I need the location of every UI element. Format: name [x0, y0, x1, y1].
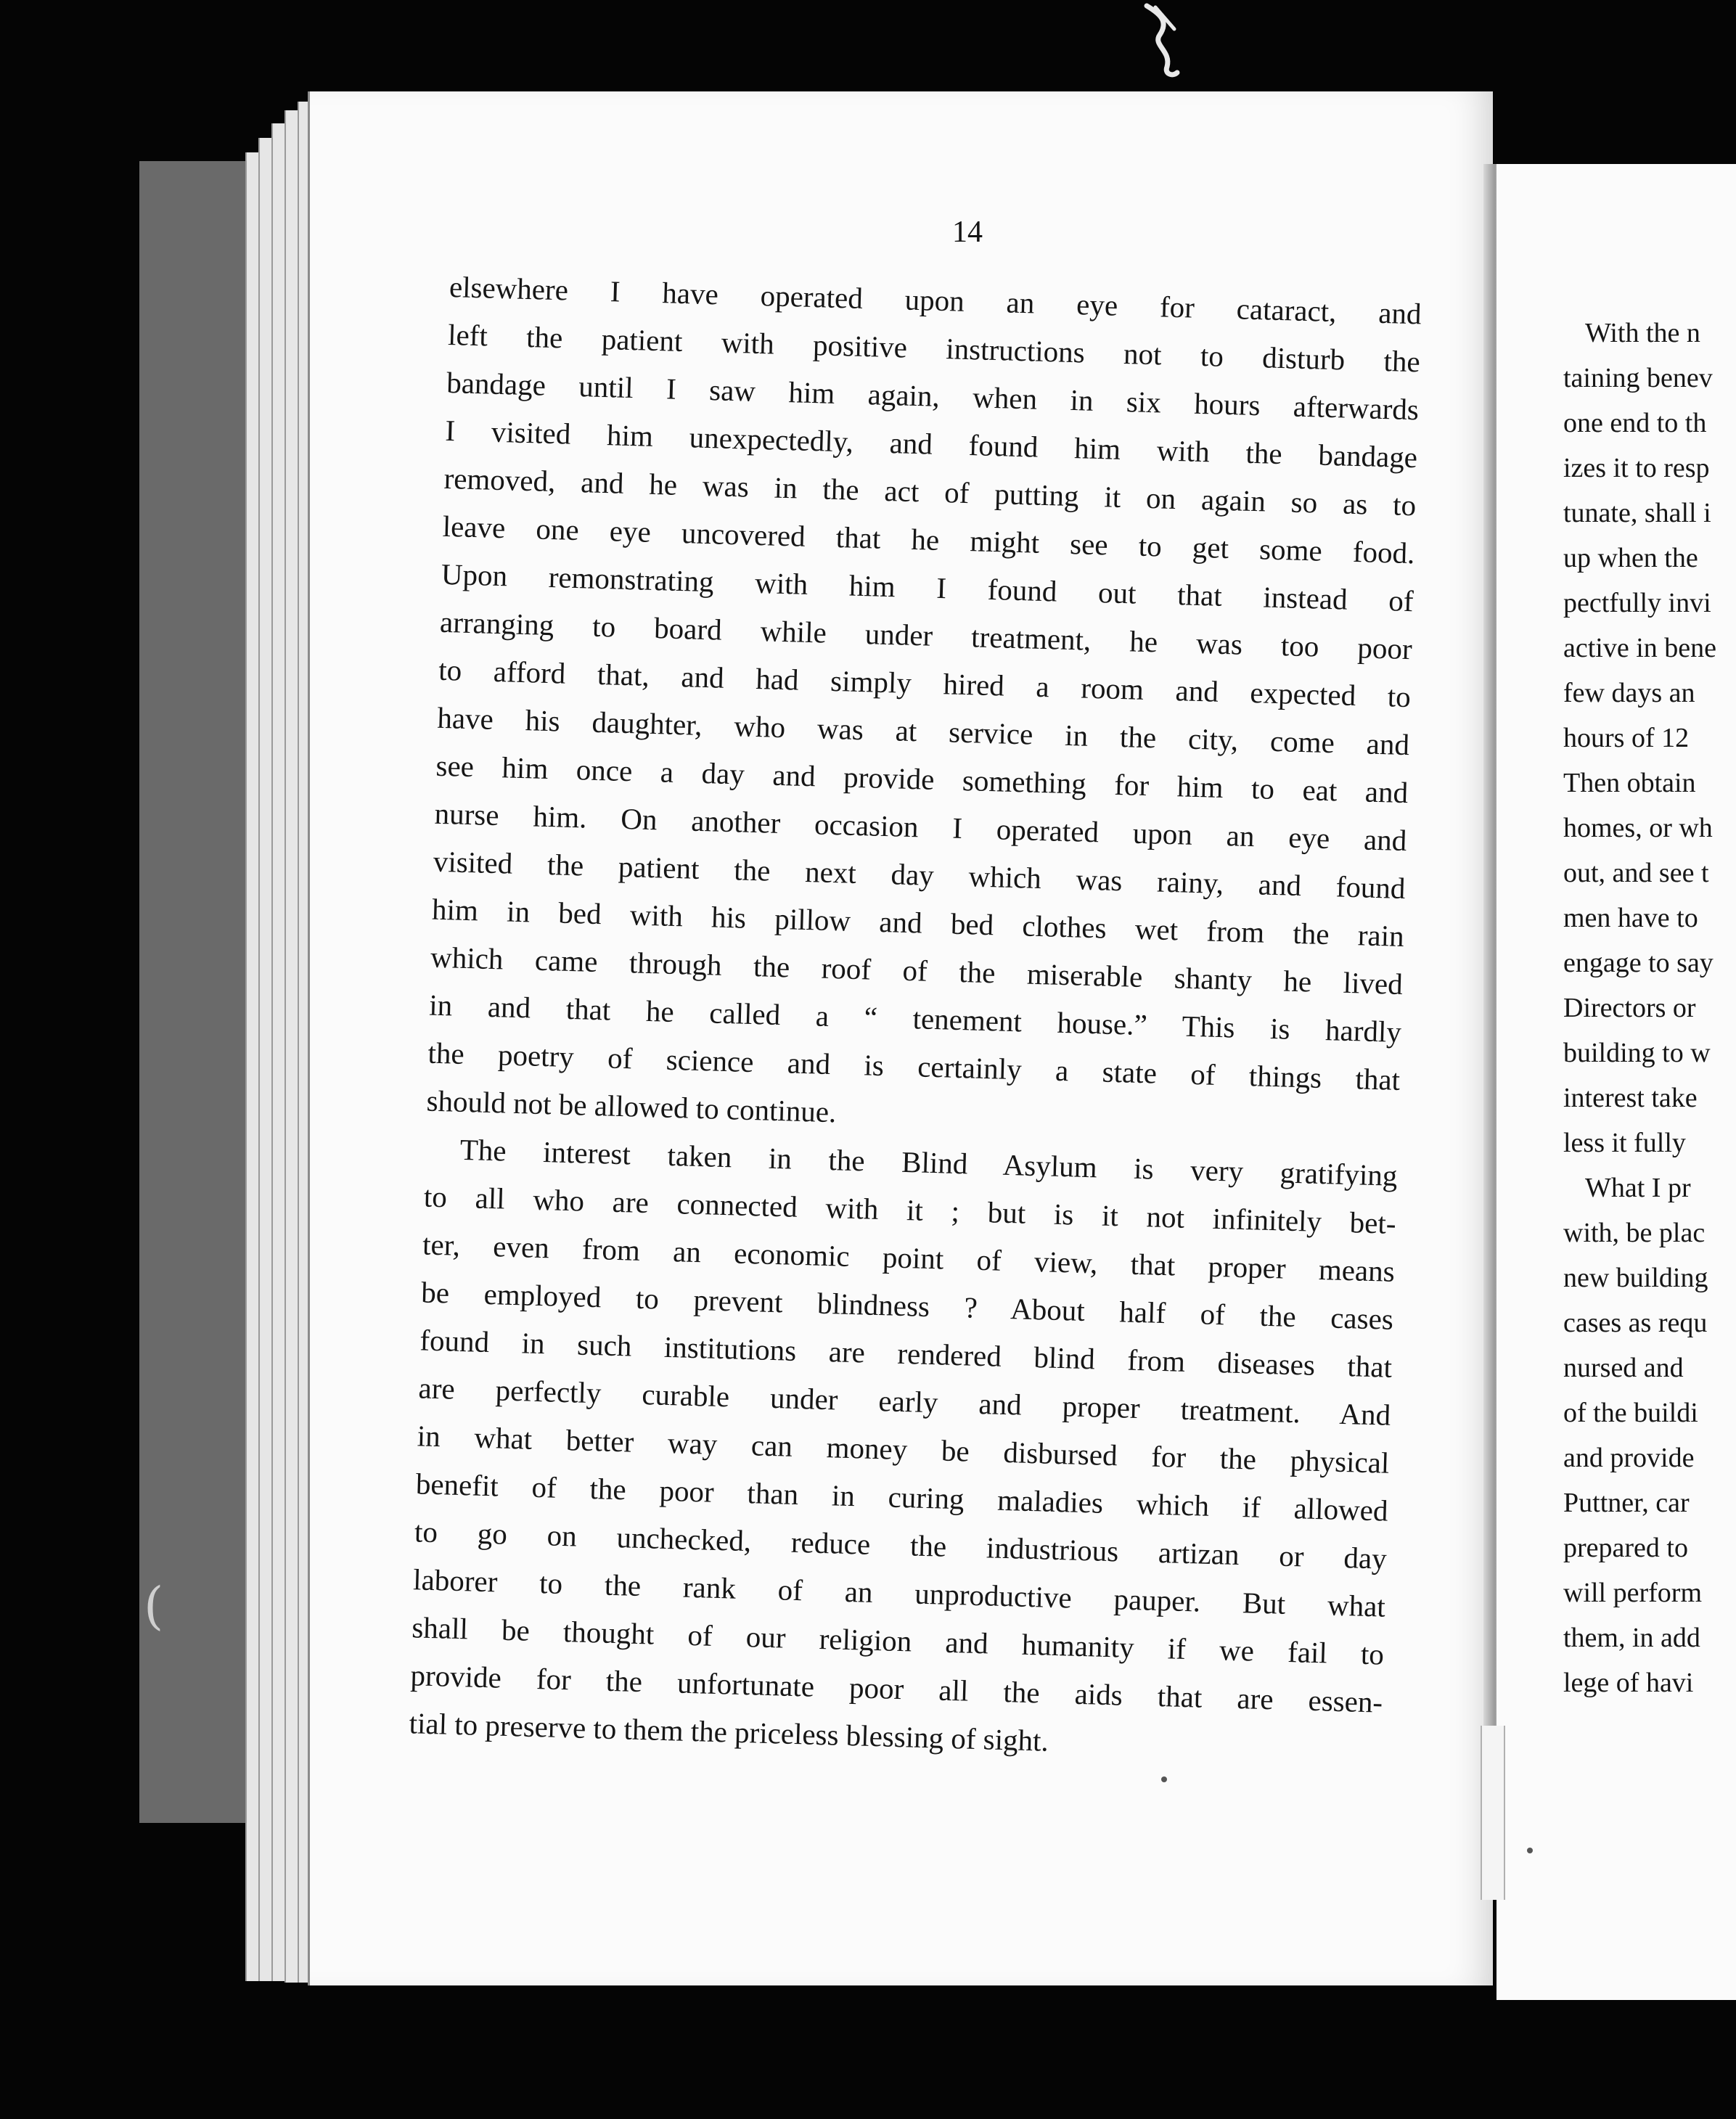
text-line: lege of havi	[1563, 1668, 1694, 1698]
text-line: the poetry of science and is certainly a state of things that	[427, 1036, 1401, 1097]
bookmark-ribbon-icon	[1139, 0, 1190, 80]
text-line: and provide	[1563, 1443, 1695, 1473]
text-line: The interest taken in the Blind Asylum is very gratifying	[459, 1132, 1399, 1192]
text-line: have his daughter, who was at service in the city, come and	[436, 700, 1410, 762]
page-number: 14	[952, 216, 983, 249]
text-line: less it fully	[1563, 1128, 1686, 1158]
text-line: pectfully invi	[1563, 588, 1711, 618]
text-line: in and that he called a “ tenement house.” This is hardly	[428, 988, 1402, 1049]
text-line: laborer to the rank of an unproductive pauper. But what	[412, 1562, 1386, 1623]
text-line: bandage until I saw him again, when in six hours afterwards	[446, 365, 1420, 427]
text-line: Puttner, car	[1563, 1488, 1690, 1518]
text-line: tunate, shall i	[1563, 498, 1711, 528]
text-line: to afford that, and had simply hired a room and expected to	[438, 652, 1412, 714]
left-page-text	[409, 263, 1422, 1774]
text-line: building to w	[1563, 1038, 1711, 1068]
text-line: in what better way can money be disbursed for the physical	[417, 1419, 1390, 1480]
text-line: What I pr	[1585, 1173, 1691, 1203]
text-line: left the patient with positive instructions not to disturb the	[447, 317, 1421, 379]
ink-speck	[1161, 1776, 1167, 1782]
text-line: taining benev	[1563, 363, 1713, 393]
text-line: to go on unchecked, reduce the industrious artizan or day	[414, 1515, 1388, 1575]
text-line: few days an	[1563, 678, 1695, 708]
text-line: visited the patient the next day which was rainy, and found	[433, 844, 1407, 906]
text-line: see him once a day and provide something for him to eat and	[435, 748, 1409, 810]
text-line: leave one eye uncovered that he might see to get some food.	[442, 509, 1415, 570]
text-line: tial to preserve to them the priceless blessing of sight.	[409, 1706, 1049, 1758]
text-line: hours of 12	[1563, 723, 1690, 753]
text-line: removed, and he was in the act of putting it on again so as to	[443, 461, 1417, 522]
text-line: are perfectly curable under early and proper treatment. And	[418, 1371, 1391, 1432]
text-line: With the n	[1585, 318, 1700, 348]
text-line: izes it to resp	[1563, 453, 1710, 483]
margin-bracket-mark: (	[144, 1576, 164, 1636]
text-line: him in bed with his pillow and bed clothes wet from the rain	[431, 892, 1405, 954]
text-line: shall be thought of our religion and humanity if we fail to	[411, 1610, 1385, 1671]
text-line: men have to	[1563, 903, 1698, 933]
text-line: nurse him. On another occasion I operated upon an eye and	[434, 796, 1407, 858]
text-line: found in such institutions are rendered blind from diseases that	[419, 1323, 1393, 1384]
text-line: interest take	[1563, 1083, 1698, 1113]
right-page-text	[1563, 311, 1736, 1705]
text-line: new building	[1563, 1263, 1708, 1293]
text-line: up when the	[1563, 543, 1698, 573]
text-line: them, in add	[1563, 1623, 1700, 1653]
text-line: provide for the unfortunate poor all the aids that are essen-	[409, 1658, 1383, 1719]
text-line: I visited him unexpectedly, and found him with the bandage	[444, 413, 1418, 475]
text-line: Upon remonstrating with him I found out that instead of	[441, 557, 1414, 618]
text-line: nursed and	[1563, 1353, 1684, 1383]
page-tab	[1481, 1726, 1505, 1900]
text-line: elsewhere I have operated upon an eye for cataract, and	[449, 269, 1422, 331]
text-line: to all who are connected with it ; but is it not infinitely bet-	[423, 1179, 1397, 1240]
text-line: Directors or	[1563, 993, 1696, 1023]
text-line: homes, or wh	[1563, 813, 1713, 843]
text-line: one end to th	[1563, 408, 1707, 438]
text-line: with, be plac	[1563, 1218, 1706, 1248]
text-line: prepared to	[1563, 1533, 1688, 1563]
text-line: out, and see t	[1563, 858, 1709, 888]
text-line: be employed to prevent blindness ? About half of the cases	[420, 1275, 1394, 1336]
text-line: ter, even from an economic point of view, that proper means	[422, 1227, 1396, 1288]
text-line: benefit of the poor than in curing maladies which if allowed	[415, 1467, 1389, 1528]
ink-speck	[1527, 1848, 1533, 1853]
text-line: engage to say	[1563, 948, 1714, 978]
text-line: Then obtain	[1563, 768, 1696, 798]
text-line: active in bene	[1563, 633, 1717, 663]
text-line: of the buildi	[1563, 1398, 1698, 1428]
text-line: will perform	[1563, 1578, 1703, 1608]
text-line: arranging to board while under treatment, he was too poor	[439, 604, 1413, 666]
text-line: which came through the roof of the miserable shanty he lived	[430, 940, 1404, 1001]
text-line: should not be allowed to continue.	[426, 1083, 837, 1129]
text-line: cases as requ	[1563, 1308, 1708, 1338]
